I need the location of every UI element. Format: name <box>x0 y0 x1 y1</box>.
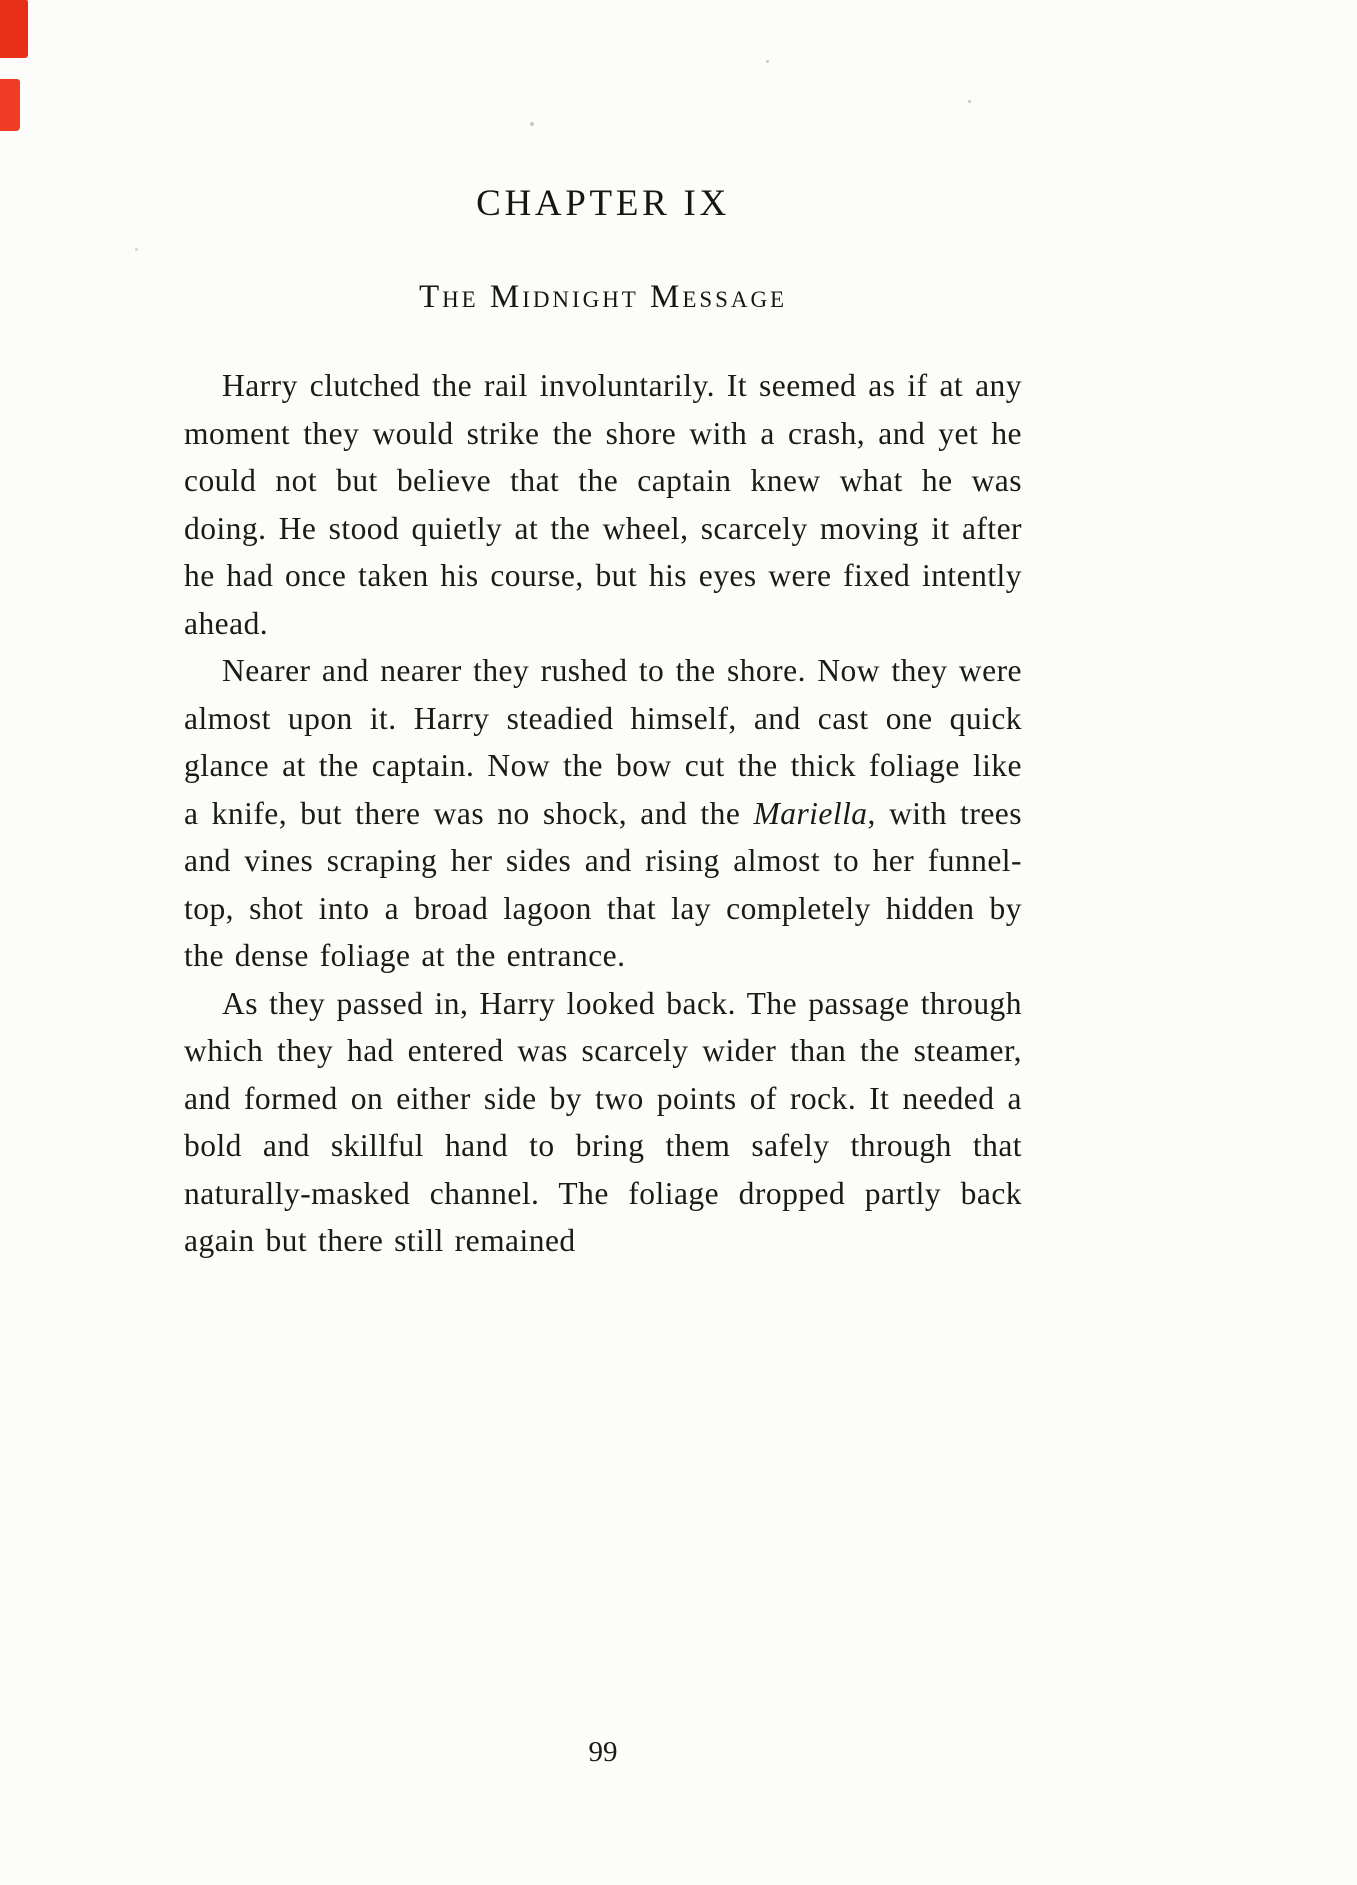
ship-name-italic: Mariella <box>753 795 868 831</box>
paragraph-3: As they passed in, Harry looked back. The passage through which they had entered was scarcely wider than the steamer, and formed on either side by two points of rock. It needed a bold and skillful hand to bring them safely through that naturally-masked channel. The foliage dropped partly back again but there still remained <box>184 985 1022 1258</box>
scan-artifact-red-mark-top <box>0 0 28 58</box>
paragraph-2-text-after: , with trees and vines scraping her sides and rising almost to her funnel-top, shot into a broad lagoon that lay completely hidden by the dense foliage at the entrance. <box>184 795 1022 973</box>
scan-speck <box>766 60 769 63</box>
text-block <box>184 182 1022 1265</box>
scan-speck <box>530 122 534 126</box>
section-title: The Midnight Message <box>418 279 788 315</box>
paragraph-2 <box>184 647 1022 980</box>
scan-artifact-red-mark-bottom <box>0 79 20 131</box>
paragraph-1: Harry clutched the rail involuntarily. It seemed as if at any moment they would strike the shore with a crash, and yet he could not but believe that the captain knew what he was doing. He stood quietly at the wheel, scarcely moving it after he had once taken his course, but his eyes were fixed intently ahead. <box>184 368 1022 641</box>
chapter-heading: CHAPTER IX <box>476 183 730 224</box>
scan-speck <box>135 248 138 251</box>
paragraph-2-text-before: Nearer and nearer they rushed to the shore. Now they were almost upon it. Harry steadied himself, and cast one quick glance at the captain. Now the bow cut the thick foliage like a knife, but there was no shock, and the <box>184 653 1022 831</box>
scan-speck <box>968 100 971 103</box>
page-number: 99 <box>588 1736 618 1768</box>
